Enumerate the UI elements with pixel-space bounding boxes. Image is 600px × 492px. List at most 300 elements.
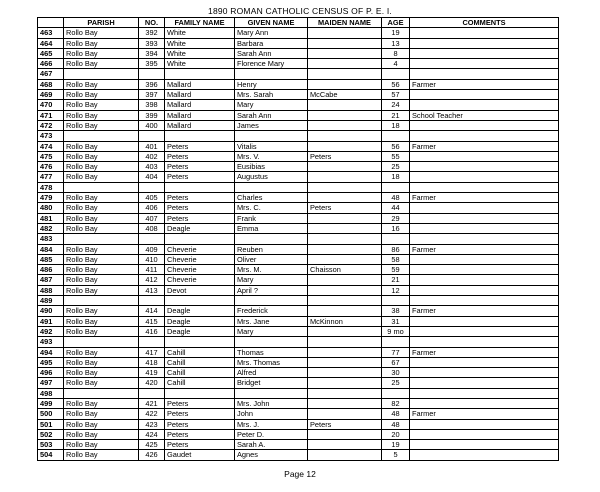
comments-cell [410, 223, 559, 233]
given-name-cell: Peter D. [235, 429, 308, 439]
comments-cell [410, 48, 559, 58]
comments-cell [410, 398, 559, 408]
row-number-cell: 495 [38, 357, 64, 367]
given-name-cell: Mary Ann [235, 28, 308, 38]
age-cell: 5 [382, 450, 410, 460]
age-cell: 20 [382, 429, 410, 439]
maiden-name-cell [308, 182, 382, 192]
header-maiden-name: MAIDEN NAME [308, 18, 382, 28]
maiden-name-cell: Peters [308, 203, 382, 213]
row-number-cell: 500 [38, 409, 64, 419]
table-row [38, 223, 559, 233]
maiden-name-cell [308, 388, 382, 398]
comments-cell [410, 69, 559, 79]
comments-cell [410, 440, 559, 450]
family-name-cell: White [165, 59, 235, 69]
age-cell: 18 [382, 172, 410, 182]
row-number-cell: 465 [38, 48, 64, 58]
family-name-cell: Devot [165, 285, 235, 295]
row-number-cell: 488 [38, 285, 64, 295]
maiden-name-cell [308, 398, 382, 408]
maiden-name-cell [308, 275, 382, 285]
row-number-cell: 498 [38, 388, 64, 398]
comments-cell [410, 151, 559, 161]
header-rownum [38, 18, 64, 28]
comments-cell [410, 131, 559, 141]
comments-cell [410, 38, 559, 48]
table-row [38, 131, 559, 141]
parish-cell [64, 182, 139, 192]
no-cell: 419 [139, 368, 165, 378]
page-title: 1890 ROMAN CATHOLIC CENSUS OF P. E. I. [208, 6, 392, 16]
maiden-name-cell [308, 429, 382, 439]
family-name-cell: Peters [165, 203, 235, 213]
table-row [38, 79, 559, 89]
table-row [38, 193, 559, 203]
age-cell: 58 [382, 254, 410, 264]
parish-cell: Rollo Bay [64, 306, 139, 316]
given-name-cell: Sarah Ann [235, 110, 308, 120]
age-cell: 57 [382, 90, 410, 100]
comments-cell [410, 213, 559, 223]
maiden-name-cell [308, 347, 382, 357]
age-cell: 19 [382, 440, 410, 450]
age-cell: 48 [382, 193, 410, 203]
given-name-cell: John [235, 409, 308, 419]
maiden-name-cell [308, 59, 382, 69]
age-cell: 4 [382, 59, 410, 69]
family-name-cell: Cheverie [165, 275, 235, 285]
maiden-name-cell [308, 79, 382, 89]
table-row [38, 368, 559, 378]
table-row [38, 182, 559, 192]
parish-cell: Rollo Bay [64, 357, 139, 367]
family-name-cell [165, 131, 235, 141]
row-number-cell: 501 [38, 419, 64, 429]
parish-cell: Rollo Bay [64, 285, 139, 295]
row-number-cell: 483 [38, 234, 64, 244]
table-row [38, 388, 559, 398]
table-row [38, 244, 559, 254]
maiden-name-cell [308, 450, 382, 460]
age-cell: 21 [382, 110, 410, 120]
row-number-cell: 485 [38, 254, 64, 264]
header-given-name: GIVEN NAME [235, 18, 308, 28]
family-name-cell: White [165, 28, 235, 38]
table-row [38, 296, 559, 306]
row-number-cell: 490 [38, 306, 64, 316]
parish-cell [64, 296, 139, 306]
no-cell: 402 [139, 151, 165, 161]
row-number-cell: 472 [38, 120, 64, 130]
no-cell: 407 [139, 213, 165, 223]
family-name-cell: Mallard [165, 120, 235, 130]
parish-cell: Rollo Bay [64, 398, 139, 408]
row-number-cell: 487 [38, 275, 64, 285]
age-cell: 31 [382, 316, 410, 326]
parish-cell: Rollo Bay [64, 419, 139, 429]
maiden-name-cell [308, 162, 382, 172]
no-cell: 398 [139, 100, 165, 110]
family-name-cell: Peters [165, 213, 235, 223]
parish-cell: Rollo Bay [64, 100, 139, 110]
given-name-cell: Oliver [235, 254, 308, 264]
no-cell: 394 [139, 48, 165, 58]
no-cell: 426 [139, 450, 165, 460]
family-name-cell [165, 388, 235, 398]
maiden-name-cell [308, 244, 382, 254]
table-row [38, 316, 559, 326]
given-name-cell: Mrs. M. [235, 265, 308, 275]
comments-cell [410, 450, 559, 460]
age-cell: 56 [382, 141, 410, 151]
maiden-name-cell: McCabe [308, 90, 382, 100]
parish-cell [64, 337, 139, 347]
table-row [38, 265, 559, 275]
table-row [38, 69, 559, 79]
header-age: AGE [382, 18, 410, 28]
age-cell [382, 234, 410, 244]
age-cell: 13 [382, 38, 410, 48]
table-row [38, 120, 559, 130]
row-number-cell: 499 [38, 398, 64, 408]
table-row [38, 254, 559, 264]
age-cell: 30 [382, 368, 410, 378]
no-cell [139, 234, 165, 244]
family-name-cell: Peters [165, 440, 235, 450]
row-number-cell: 468 [38, 79, 64, 89]
no-cell: 417 [139, 347, 165, 357]
parish-cell: Rollo Bay [64, 213, 139, 223]
age-cell: 24 [382, 100, 410, 110]
table-row [38, 28, 559, 38]
comments-cell [410, 203, 559, 213]
given-name-cell: Sarah A. [235, 440, 308, 450]
row-number-cell: 469 [38, 90, 64, 100]
comments-cell [410, 234, 559, 244]
given-name-cell: Mrs. Sarah [235, 90, 308, 100]
family-name-cell [165, 182, 235, 192]
age-cell [382, 182, 410, 192]
maiden-name-cell: Chaisson [308, 265, 382, 275]
row-number-cell: 503 [38, 440, 64, 450]
row-number-cell: 480 [38, 203, 64, 213]
row-number-cell: 474 [38, 141, 64, 151]
given-name-cell [235, 234, 308, 244]
family-name-cell: Peters [165, 409, 235, 419]
no-cell [139, 131, 165, 141]
age-cell: 56 [382, 79, 410, 89]
age-cell: 25 [382, 378, 410, 388]
family-name-cell: Mallard [165, 90, 235, 100]
parish-cell: Rollo Bay [64, 409, 139, 419]
given-name-cell: Charles [235, 193, 308, 203]
row-number-cell: 496 [38, 368, 64, 378]
parish-cell: Rollo Bay [64, 440, 139, 450]
given-name-cell: Mrs. J. [235, 419, 308, 429]
header-comments: COMMENTS [410, 18, 559, 28]
maiden-name-cell [308, 48, 382, 58]
given-name-cell: Emma [235, 223, 308, 233]
row-number-cell: 473 [38, 131, 64, 141]
table-row [38, 429, 559, 439]
given-name-cell: Agnes [235, 450, 308, 460]
maiden-name-cell [308, 120, 382, 130]
table-row [38, 378, 559, 388]
family-name-cell: Peters [165, 398, 235, 408]
comments-cell [410, 28, 559, 38]
comments-cell [410, 296, 559, 306]
row-number-cell: 478 [38, 182, 64, 192]
family-name-cell: Cheverie [165, 254, 235, 264]
family-name-cell: Cahill [165, 347, 235, 357]
given-name-cell: April ? [235, 285, 308, 295]
maiden-name-cell [308, 440, 382, 450]
comments-cell: Farmer [410, 193, 559, 203]
family-name-cell: Cahill [165, 368, 235, 378]
maiden-name-cell [308, 254, 382, 264]
comments-cell [410, 59, 559, 69]
no-cell [139, 69, 165, 79]
maiden-name-cell: Peters [308, 151, 382, 161]
table-row [38, 285, 559, 295]
no-cell: 401 [139, 141, 165, 151]
comments-cell: Farmer [410, 409, 559, 419]
comments-cell [410, 172, 559, 182]
parish-cell: Rollo Bay [64, 28, 139, 38]
table-row [38, 347, 559, 357]
comments-cell [410, 265, 559, 275]
comments-cell [410, 326, 559, 336]
row-number-cell: 493 [38, 337, 64, 347]
parish-cell: Rollo Bay [64, 316, 139, 326]
table-row [38, 213, 559, 223]
parish-cell: Rollo Bay [64, 193, 139, 203]
maiden-name-cell [308, 337, 382, 347]
comments-cell: Farmer [410, 306, 559, 316]
given-name-cell: Mary [235, 326, 308, 336]
age-cell: 77 [382, 347, 410, 357]
maiden-name-cell [308, 172, 382, 182]
age-cell: 59 [382, 265, 410, 275]
table-row [38, 172, 559, 182]
row-number-cell: 481 [38, 213, 64, 223]
no-cell: 404 [139, 172, 165, 182]
parish-cell: Rollo Bay [64, 172, 139, 182]
row-number-cell: 494 [38, 347, 64, 357]
comments-cell: School Teacher [410, 110, 559, 120]
header-parish: PARISH [64, 18, 139, 28]
age-cell: 19 [382, 28, 410, 38]
age-cell: 16 [382, 223, 410, 233]
table-row [38, 48, 559, 58]
family-name-cell: Deagle [165, 326, 235, 336]
family-name-cell: Peters [165, 162, 235, 172]
no-cell: 403 [139, 162, 165, 172]
family-name-cell: Deagle [165, 316, 235, 326]
family-name-cell: Peters [165, 193, 235, 203]
no-cell: 415 [139, 316, 165, 326]
family-name-cell: Deagle [165, 223, 235, 233]
given-name-cell [235, 296, 308, 306]
maiden-name-cell: McKinnon [308, 316, 382, 326]
given-name-cell: Mrs. Thomas [235, 357, 308, 367]
given-name-cell: Mary [235, 275, 308, 285]
given-name-cell: Mrs. Jane [235, 316, 308, 326]
table-row [38, 275, 559, 285]
no-cell [139, 296, 165, 306]
parish-cell: Rollo Bay [64, 265, 139, 275]
no-cell [139, 337, 165, 347]
parish-cell: Rollo Bay [64, 79, 139, 89]
table-row [38, 450, 559, 460]
table-row [38, 151, 559, 161]
maiden-name-cell [308, 69, 382, 79]
parish-cell [64, 131, 139, 141]
age-cell: 82 [382, 398, 410, 408]
header-no: NO. [139, 18, 165, 28]
given-name-cell: Frank [235, 213, 308, 223]
maiden-name-cell: Peters [308, 419, 382, 429]
comments-cell [410, 100, 559, 110]
family-name-cell: Peters [165, 141, 235, 151]
row-number-cell: 466 [38, 59, 64, 69]
table-row [38, 90, 559, 100]
given-name-cell: Frederick [235, 306, 308, 316]
comments-cell [410, 182, 559, 192]
no-cell: 406 [139, 203, 165, 213]
table-row [38, 398, 559, 408]
table-row [38, 326, 559, 336]
comments-cell: Farmer [410, 347, 559, 357]
age-cell: 21 [382, 275, 410, 285]
given-name-cell [235, 69, 308, 79]
family-name-cell: Cheverie [165, 244, 235, 254]
given-name-cell: Barbara [235, 38, 308, 48]
parish-cell: Rollo Bay [64, 90, 139, 100]
no-cell: 414 [139, 306, 165, 316]
no-cell: 421 [139, 398, 165, 408]
parish-cell: Rollo Bay [64, 120, 139, 130]
no-cell: 416 [139, 326, 165, 336]
age-cell [382, 337, 410, 347]
parish-cell [64, 69, 139, 79]
maiden-name-cell [308, 100, 382, 110]
row-number-cell: 486 [38, 265, 64, 275]
no-cell: 392 [139, 28, 165, 38]
maiden-name-cell [308, 38, 382, 48]
no-cell: 423 [139, 419, 165, 429]
family-name-cell: Peters [165, 172, 235, 182]
family-name-cell: Mallard [165, 100, 235, 110]
age-cell: 86 [382, 244, 410, 254]
parish-cell: Rollo Bay [64, 151, 139, 161]
age-cell [382, 388, 410, 398]
no-cell: 413 [139, 285, 165, 295]
comments-cell [410, 162, 559, 172]
census-body [38, 28, 559, 460]
table-row [38, 59, 559, 69]
maiden-name-cell [308, 357, 382, 367]
row-number-cell: 464 [38, 38, 64, 48]
comments-cell [410, 285, 559, 295]
family-name-cell: Mallard [165, 79, 235, 89]
parish-cell: Rollo Bay [64, 275, 139, 285]
row-number-cell: 504 [38, 450, 64, 460]
no-cell: 420 [139, 378, 165, 388]
given-name-cell: James [235, 120, 308, 130]
given-name-cell: Sarah Ann [235, 48, 308, 58]
parish-cell [64, 234, 139, 244]
table-row [38, 203, 559, 213]
given-name-cell [235, 131, 308, 141]
comments-cell [410, 378, 559, 388]
age-cell [382, 131, 410, 141]
age-cell: 55 [382, 151, 410, 161]
comments-cell [410, 357, 559, 367]
no-cell: 411 [139, 265, 165, 275]
maiden-name-cell [308, 141, 382, 151]
table-row [38, 100, 559, 110]
row-number-cell: 475 [38, 151, 64, 161]
maiden-name-cell [308, 306, 382, 316]
row-number-cell: 492 [38, 326, 64, 336]
age-cell: 67 [382, 357, 410, 367]
table-row [38, 337, 559, 347]
maiden-name-cell [308, 131, 382, 141]
given-name-cell: Vitalis [235, 141, 308, 151]
parish-cell: Rollo Bay [64, 368, 139, 378]
given-name-cell: Henry [235, 79, 308, 89]
given-name-cell: Alfred [235, 368, 308, 378]
age-cell [382, 296, 410, 306]
family-name-cell: Deagle [165, 306, 235, 316]
parish-cell [64, 388, 139, 398]
no-cell: 405 [139, 193, 165, 203]
comments-cell [410, 90, 559, 100]
row-number-cell: 467 [38, 69, 64, 79]
row-number-cell: 502 [38, 429, 64, 439]
maiden-name-cell [308, 326, 382, 336]
age-cell: 25 [382, 162, 410, 172]
no-cell: 422 [139, 409, 165, 419]
parish-cell: Rollo Bay [64, 59, 139, 69]
parish-cell: Rollo Bay [64, 141, 139, 151]
table-row [38, 38, 559, 48]
no-cell: 400 [139, 120, 165, 130]
comments-cell [410, 388, 559, 398]
parish-cell: Rollo Bay [64, 326, 139, 336]
no-cell: 395 [139, 59, 165, 69]
parish-cell: Rollo Bay [64, 450, 139, 460]
parish-cell: Rollo Bay [64, 254, 139, 264]
no-cell: 425 [139, 440, 165, 450]
comments-cell: Farmer [410, 244, 559, 254]
comments-cell [410, 316, 559, 326]
age-cell [382, 69, 410, 79]
row-number-cell: 479 [38, 193, 64, 203]
comments-cell [410, 120, 559, 130]
maiden-name-cell [308, 213, 382, 223]
row-number-cell: 476 [38, 162, 64, 172]
no-cell: 412 [139, 275, 165, 285]
age-cell: 29 [382, 213, 410, 223]
table-row [38, 110, 559, 120]
row-number-cell: 491 [38, 316, 64, 326]
given-name-cell: Augustus [235, 172, 308, 182]
age-cell: 48 [382, 409, 410, 419]
no-cell: 396 [139, 79, 165, 89]
